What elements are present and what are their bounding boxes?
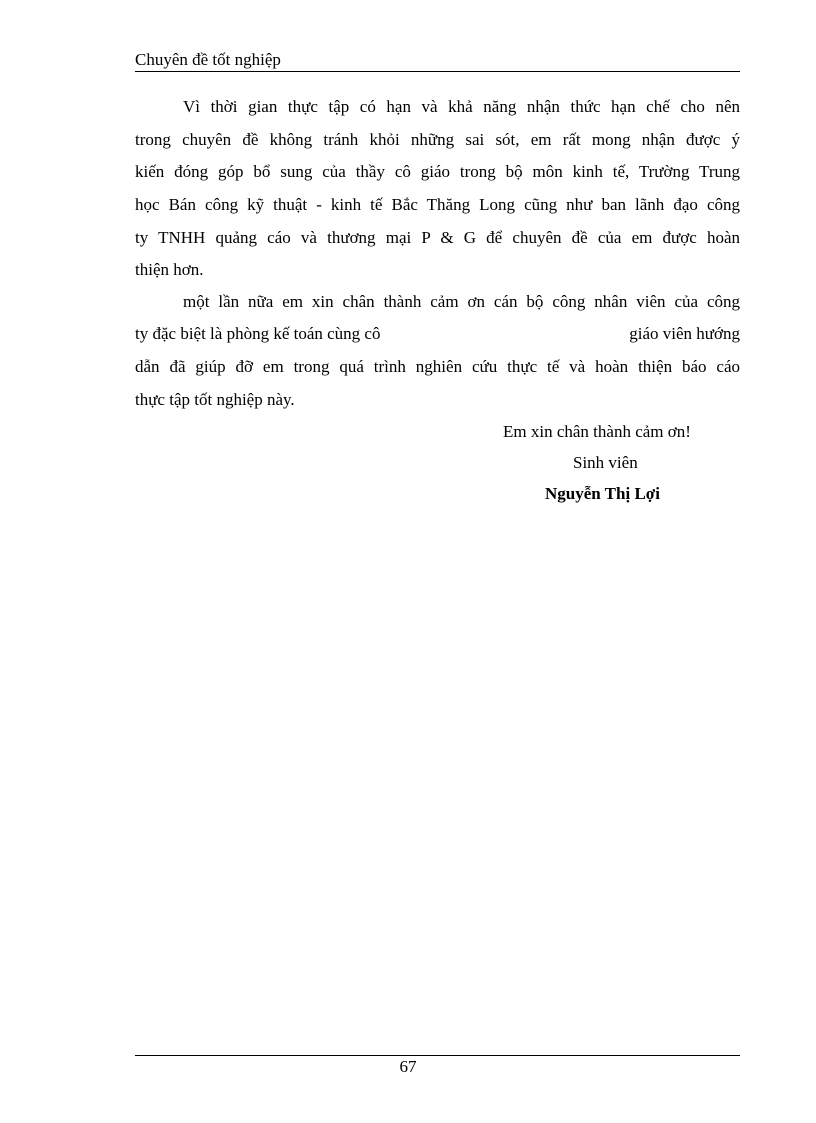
footer-rule [135,1055,740,1056]
paragraph-2-line-2-right: giáo viên hướng [629,324,740,343]
paragraph-1-line-3: kiến đóng góp bổ sung của thầy cô giáo trong bộ môn kinh tế, Trường Trung [135,162,740,181]
closing-thanks: Em xin chân thành cảm ơn! [503,422,691,441]
paragraph-2-line-3: dẫn đã giúp đỡ em trong quá trình nghiên cứu thực tế và hoàn thiện báo cáo [135,357,740,376]
paragraph-2-line-4: thực tập tốt nghiệp này. [135,390,295,409]
closing-role: Sinh viên [573,453,638,472]
paragraph-1-line-1: Vì thời gian thực tập có hạn và khả năng nhận thức hạn chế cho nên [183,97,740,116]
paragraph-1-line-2: trong chuyên đề không tránh khỏi những sai sót, em rất mong nhận được ý [135,130,740,149]
running-header: Chuyên đề tốt nghiệp [135,50,281,69]
paragraph-2-line-1: một lần nữa em xin chân thành cảm ơn cán bộ công nhân viên của công [183,292,740,311]
paragraph-1-line-5: ty TNHH quảng cáo và thương mại P & G để chuyên đề của em được hoàn [135,228,740,247]
paragraph-1-line-4: học Bán công kỹ thuật - kinh tế Bắc Thăng Long cũng như ban lãnh đạo công [135,195,740,214]
paragraph-2-line-2-left: ty đặc biệt là phòng kế toán cùng cô [135,324,381,343]
page-number: 67 [399,1057,417,1076]
paragraph-1-line-6: thiện hơn. [135,260,204,279]
student-name: Nguyễn Thị Lợi [545,484,660,503]
header-rule [135,71,740,72]
paragraph-2-line-2 [135,324,740,344]
